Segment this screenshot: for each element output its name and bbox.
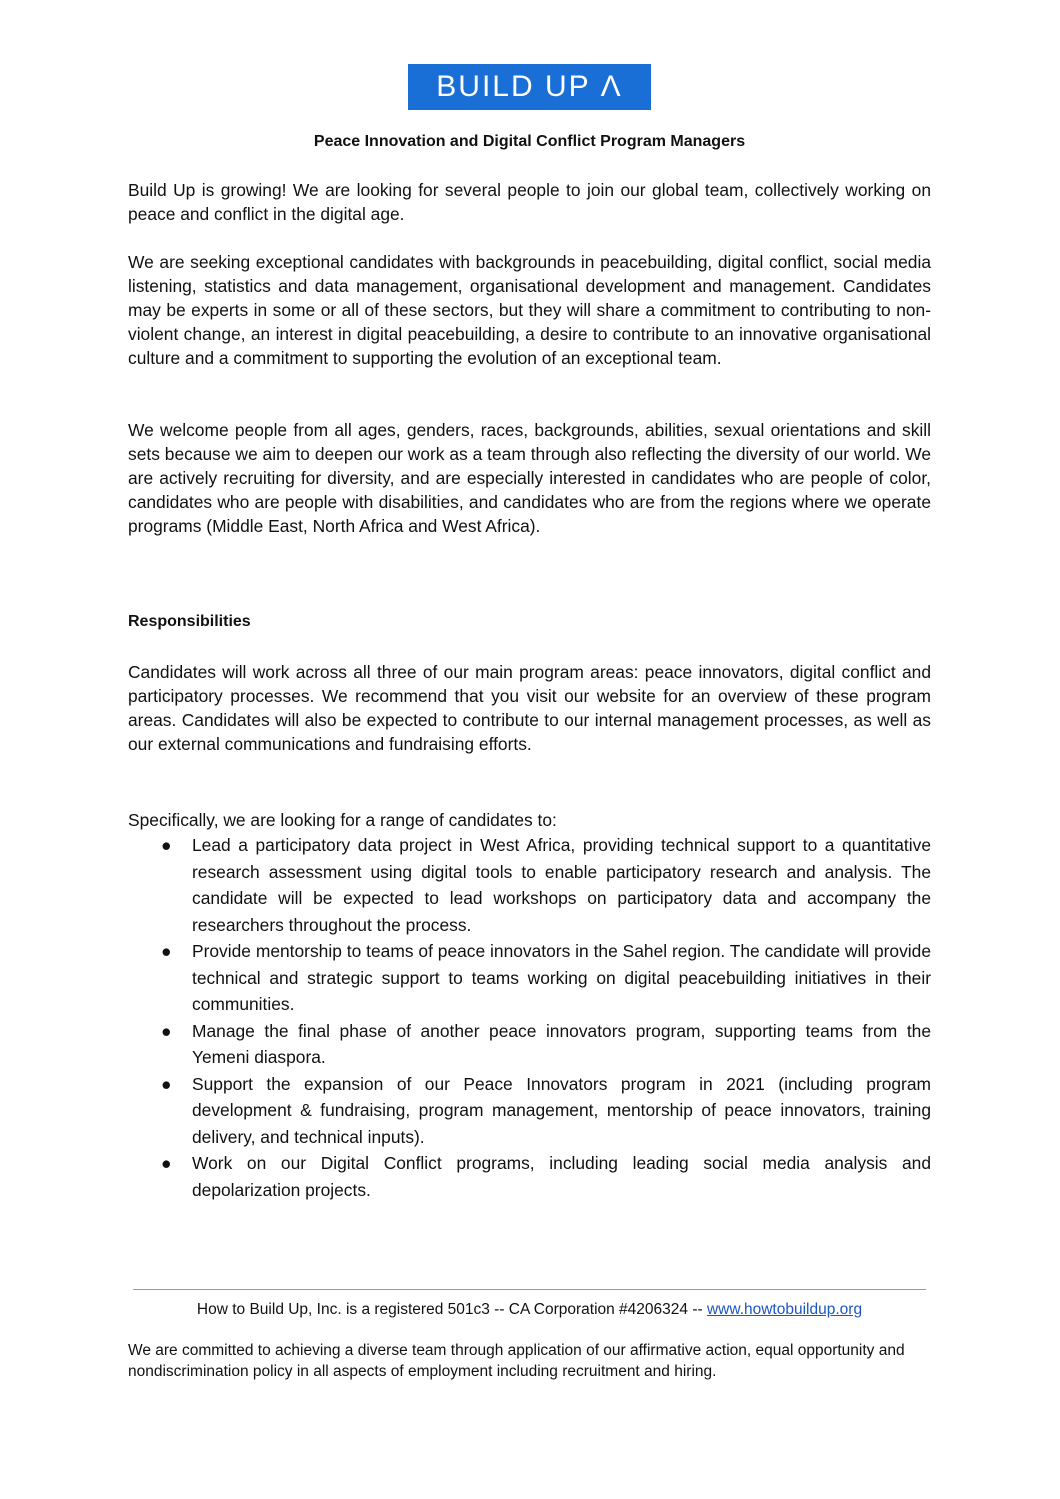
- responsibilities-heading: Responsibilities: [128, 613, 251, 630]
- logo-lambda-icon: Λ: [600, 70, 623, 103]
- build-up-logo: [408, 64, 651, 110]
- footer-registration: [128, 1300, 931, 1320]
- responsibilities-paragraph: Candidates will work across all three of our main program areas: peace innovators, digital conflict and participatory processes. We recommend that you visit our website for an overview of these program areas. Candidates will also be expected to contribute to our internal management processes, as well as our external communications and fundraising efforts.: [128, 662, 931, 754]
- list-item-text: Work on our Digital Conflict programs, including leading social media analysis and depolarization projects.: [192, 1153, 931, 1200]
- footer-commitment: We are committed to achieving a diverse team through application of our affirmative action, equal opportunity and nondiscrimination policy in all aspects of employment including recruitment and hiring.: [128, 1342, 905, 1380]
- list-item-text: Support the expansion of our Peace Innovators program in 2021 (including program development & fundraising, program management, mentorship of peace innovators, training delivery, and technical inputs).: [192, 1073, 931, 1147]
- bullet-icon: ●: [161, 1153, 172, 1173]
- list-item-text: Manage the final phase of another peace innovators program, supporting teams from the Yemeni diaspora.: [192, 1020, 931, 1067]
- list-item: [128, 1018, 931, 1071]
- list-item: [128, 938, 931, 1018]
- document-title: Peace Innovation and Digital Conflict Program Managers: [313, 133, 746, 150]
- list-item: [128, 832, 931, 938]
- bullet-icon: ●: [161, 1073, 172, 1094]
- registration-text: How to Build Up, Inc. is a registered 501c3 -- CA Corporation #4206324 --: [196, 1301, 707, 1318]
- logo-text: BUILD UP: [436, 70, 591, 103]
- list-item: [128, 1071, 931, 1151]
- bullet-icon: ●: [161, 1020, 172, 1041]
- list-item-text: Provide mentorship to teams of peace innovators in the Sahel region. The candidate will provide technical and strategic support to teams working on digital peacebuilding initiatives in their communities.: [192, 941, 931, 1014]
- intro-paragraph-1: Build Up is growing! We are looking for several people to join our global team, collectively working on peace and conflict in the digital age.: [128, 180, 931, 224]
- responsibilities-list: [128, 832, 931, 1203]
- website-link[interactable]: www.howtobuildup.org: [706, 1301, 863, 1318]
- bullet-icon: ●: [161, 835, 172, 855]
- list-item: [128, 1150, 931, 1203]
- responsibilities-lead-in: Specifically, we are looking for a range of candidates to:: [128, 810, 557, 830]
- bullet-icon: ●: [161, 941, 172, 961]
- intro-paragraph-2: We are seeking exceptional candidates with backgrounds in peacebuilding, digital conflict, social media listening, statistics and data management, organisational development and management. Candidates may be experts in some or all of these sectors, but they will share a commitment to contributing to non-violent change, an interest in digital peacebuilding, a desire to contribute to an innovative organisational culture and a commitment to supporting the evolution of an exceptional team.: [128, 252, 931, 368]
- intro-paragraph-3: We welcome people from all ages, genders, races, backgrounds, abilities, sexual orientations and skill sets because we aim to deepen our work as a team through also reflecting the diversity of our world. We are actively recruiting for diversity, and are especially interested in candidates who are people of color, candidates who are people with disabilities, and candidates who are from the regions where we operate programs (Middle East, North Africa and West Africa).: [128, 420, 931, 536]
- footer-divider: [133, 1289, 926, 1290]
- list-item-text: Lead a participatory data project in West Africa, providing technical support to a quantitative research assessment using digital tools to enable participatory research and analysis. The candidate will be expected to lead workshops on participatory data and accompany the researchers throughout the process.: [192, 835, 931, 935]
